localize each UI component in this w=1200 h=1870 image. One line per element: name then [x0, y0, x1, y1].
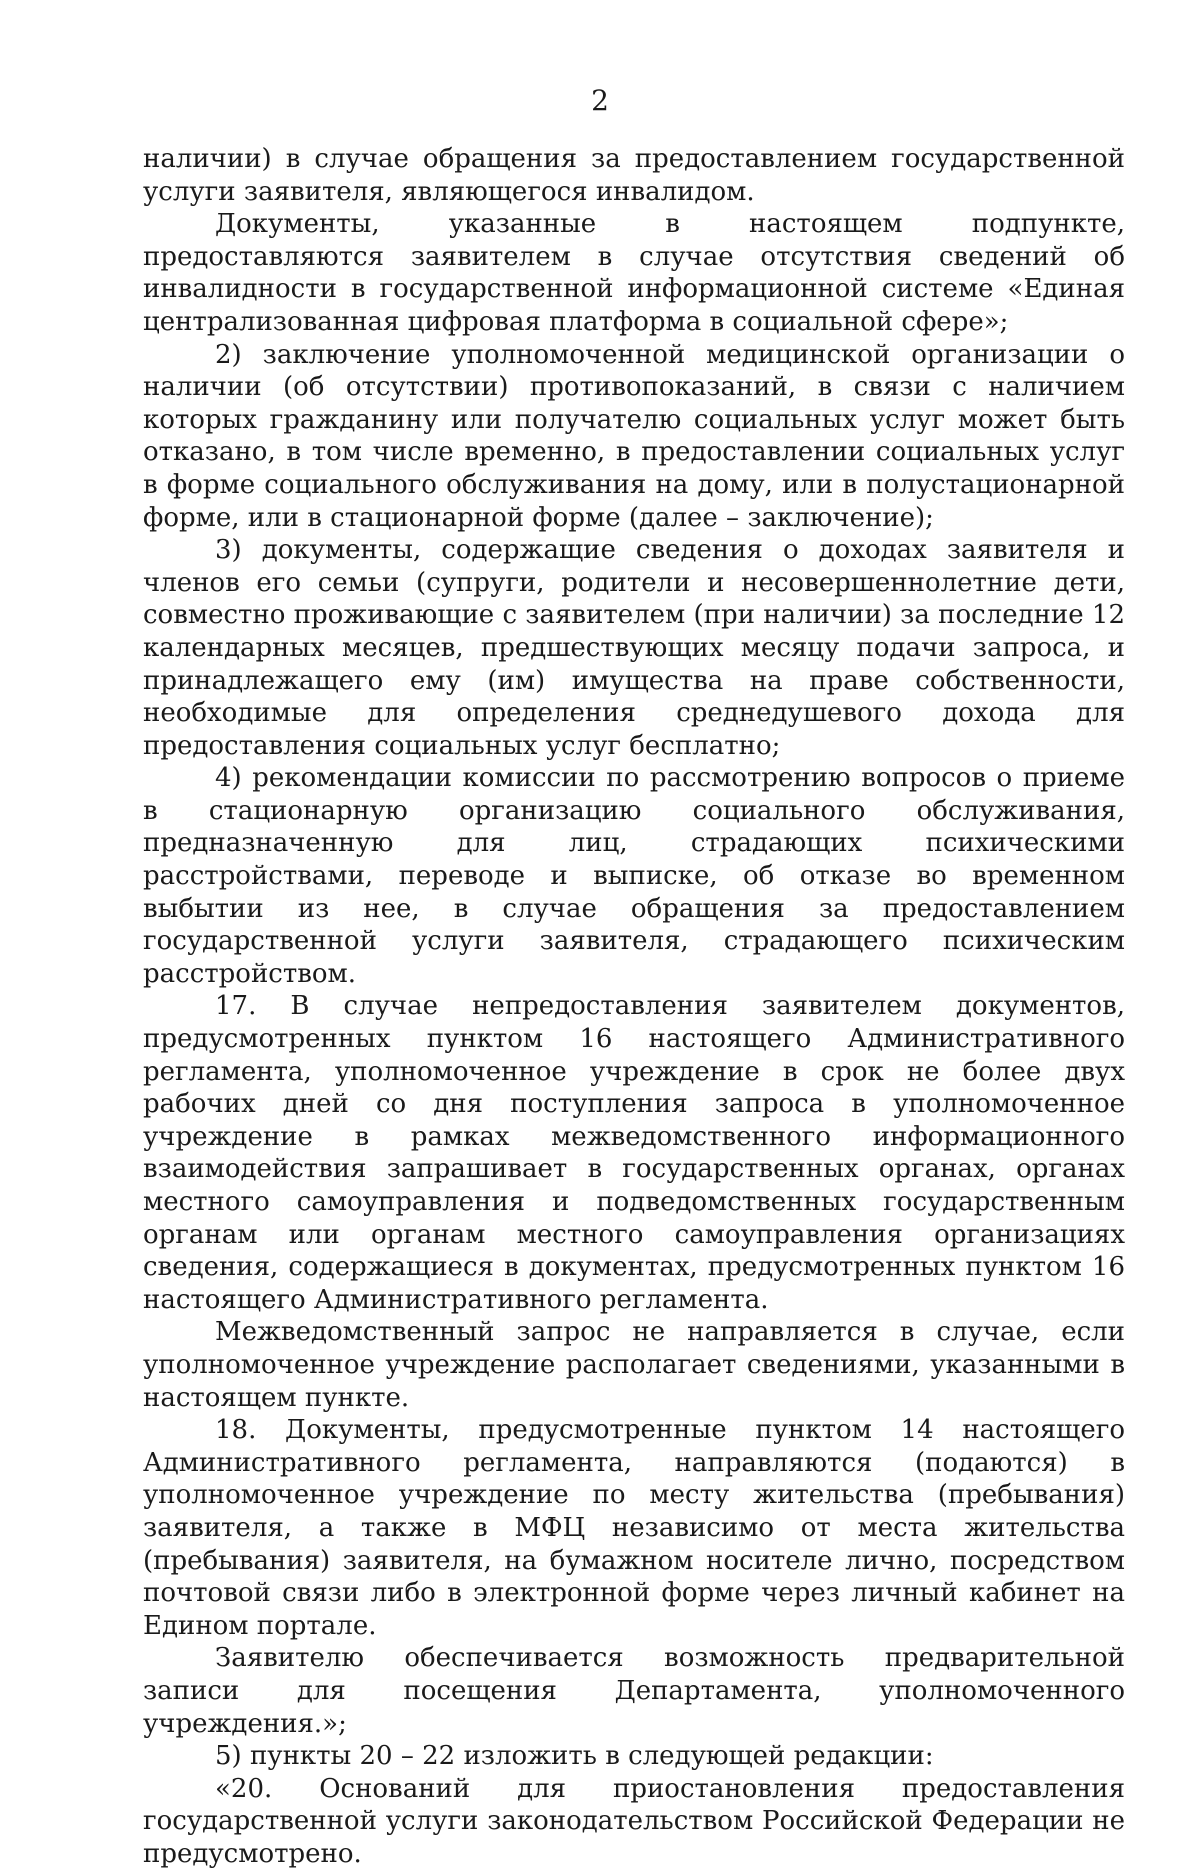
paragraph-interagency-request: Межведомственный запрос не направляется в случае, если уполномоченное учреждение располагает сведениями, указанными в настоящем пункте.	[143, 1317, 1125, 1413]
paragraph-pre-registration: Заявителю обеспечивается возможность предварительной записи для посещения Департамента, уполномоченного учреждения.»;	[143, 1643, 1125, 1739]
paragraph-documents-note: Документы, указанные в настоящем подпункте, предоставляются заявителем в случае отсутствия сведений об инвалидности в государственной информационной системе «Единая централизованная цифровая платформа в социальной сфере»;	[143, 209, 1125, 337]
paragraph-clause-20: «20. Оснований для приостановления предоставления государственной услуги законодательством Российской Федерации не предусмотрено.	[143, 1773, 1125, 1869]
paragraph-item-3: 3) документы, содержащие сведения о доходах заявителя и членов его семьи (супруги, родители и несовершеннолетние дети, совместно проживающие с заявителем (при наличии) за последние 12 календарных месяцев, предшествующих месяцу подачи запроса, и принадлежащего ему (им) имущества на праве собственности, необходимые для определения среднедушевого дохода для предоставления социальных услуг бесплатно;	[143, 535, 1125, 761]
page-number: 2	[591, 84, 609, 117]
paragraph-item-4: 4) рекомендации комиссии по рассмотрению вопросов о приеме в стационарную организацию социального обслуживания, предназначенную для лиц, страдающих психическими расстройствами, переводе и выписке, об отказе во временном выбытии из нее, в случае обращения за предоставлением государственной услуги заявителя, страдающего психическим расстройством.	[143, 763, 1125, 989]
paragraph-clause-17: 17. В случае непредоставления заявителем документов, предусмотренных пунктом 16 настоящего Административного регламента, уполномоченное учреждение в срок не более двух рабочих дней со дня поступления запроса в уполномоченное учреждение в рамках межведомственного информационного взаимодействия запрашивает в государственных органах, органах местного самоуправления и подведомственных государственным органам или органам местного самоуправления организациях сведения, содержащиеся в документах, предусмотренных пунктом 16 настоящего Административного регламента.	[143, 991, 1125, 1315]
document-body	[143, 143, 1125, 1870]
paragraph-continuation: наличии) в случае обращения за предоставлением государственной услуги заявителя, являющегося инвалидом.	[143, 144, 1125, 207]
paragraph-item-5: 5) пункты 20 – 22 изложить в следующей редакции:	[215, 1741, 934, 1772]
paragraph-clause-18: 18. Документы, предусмотренные пунктом 14 настоящего Административного регламента, направляются (подаются) в уполномоченное учреждение по месту жительства (пребывания) заявителя, а также в МФЦ независимо от места жительства (пребывания) заявителя, на бумажном носителе лично, посредством почтовой связи либо в электронной форме через личный кабинет на Едином портале.	[143, 1415, 1125, 1641]
paragraph-item-2: 2) заключение уполномоченной медицинской организации о наличии (об отсутствии) противопоказаний, в связи с наличием которых гражданину или получателю социальных услуг может быть отказано, в том числе временно, в предоставлении социальных услуг в форме социального обслуживания на дому, или в полустационарной форме, или в стационарной форме (далее – заключение);	[143, 339, 1125, 533]
